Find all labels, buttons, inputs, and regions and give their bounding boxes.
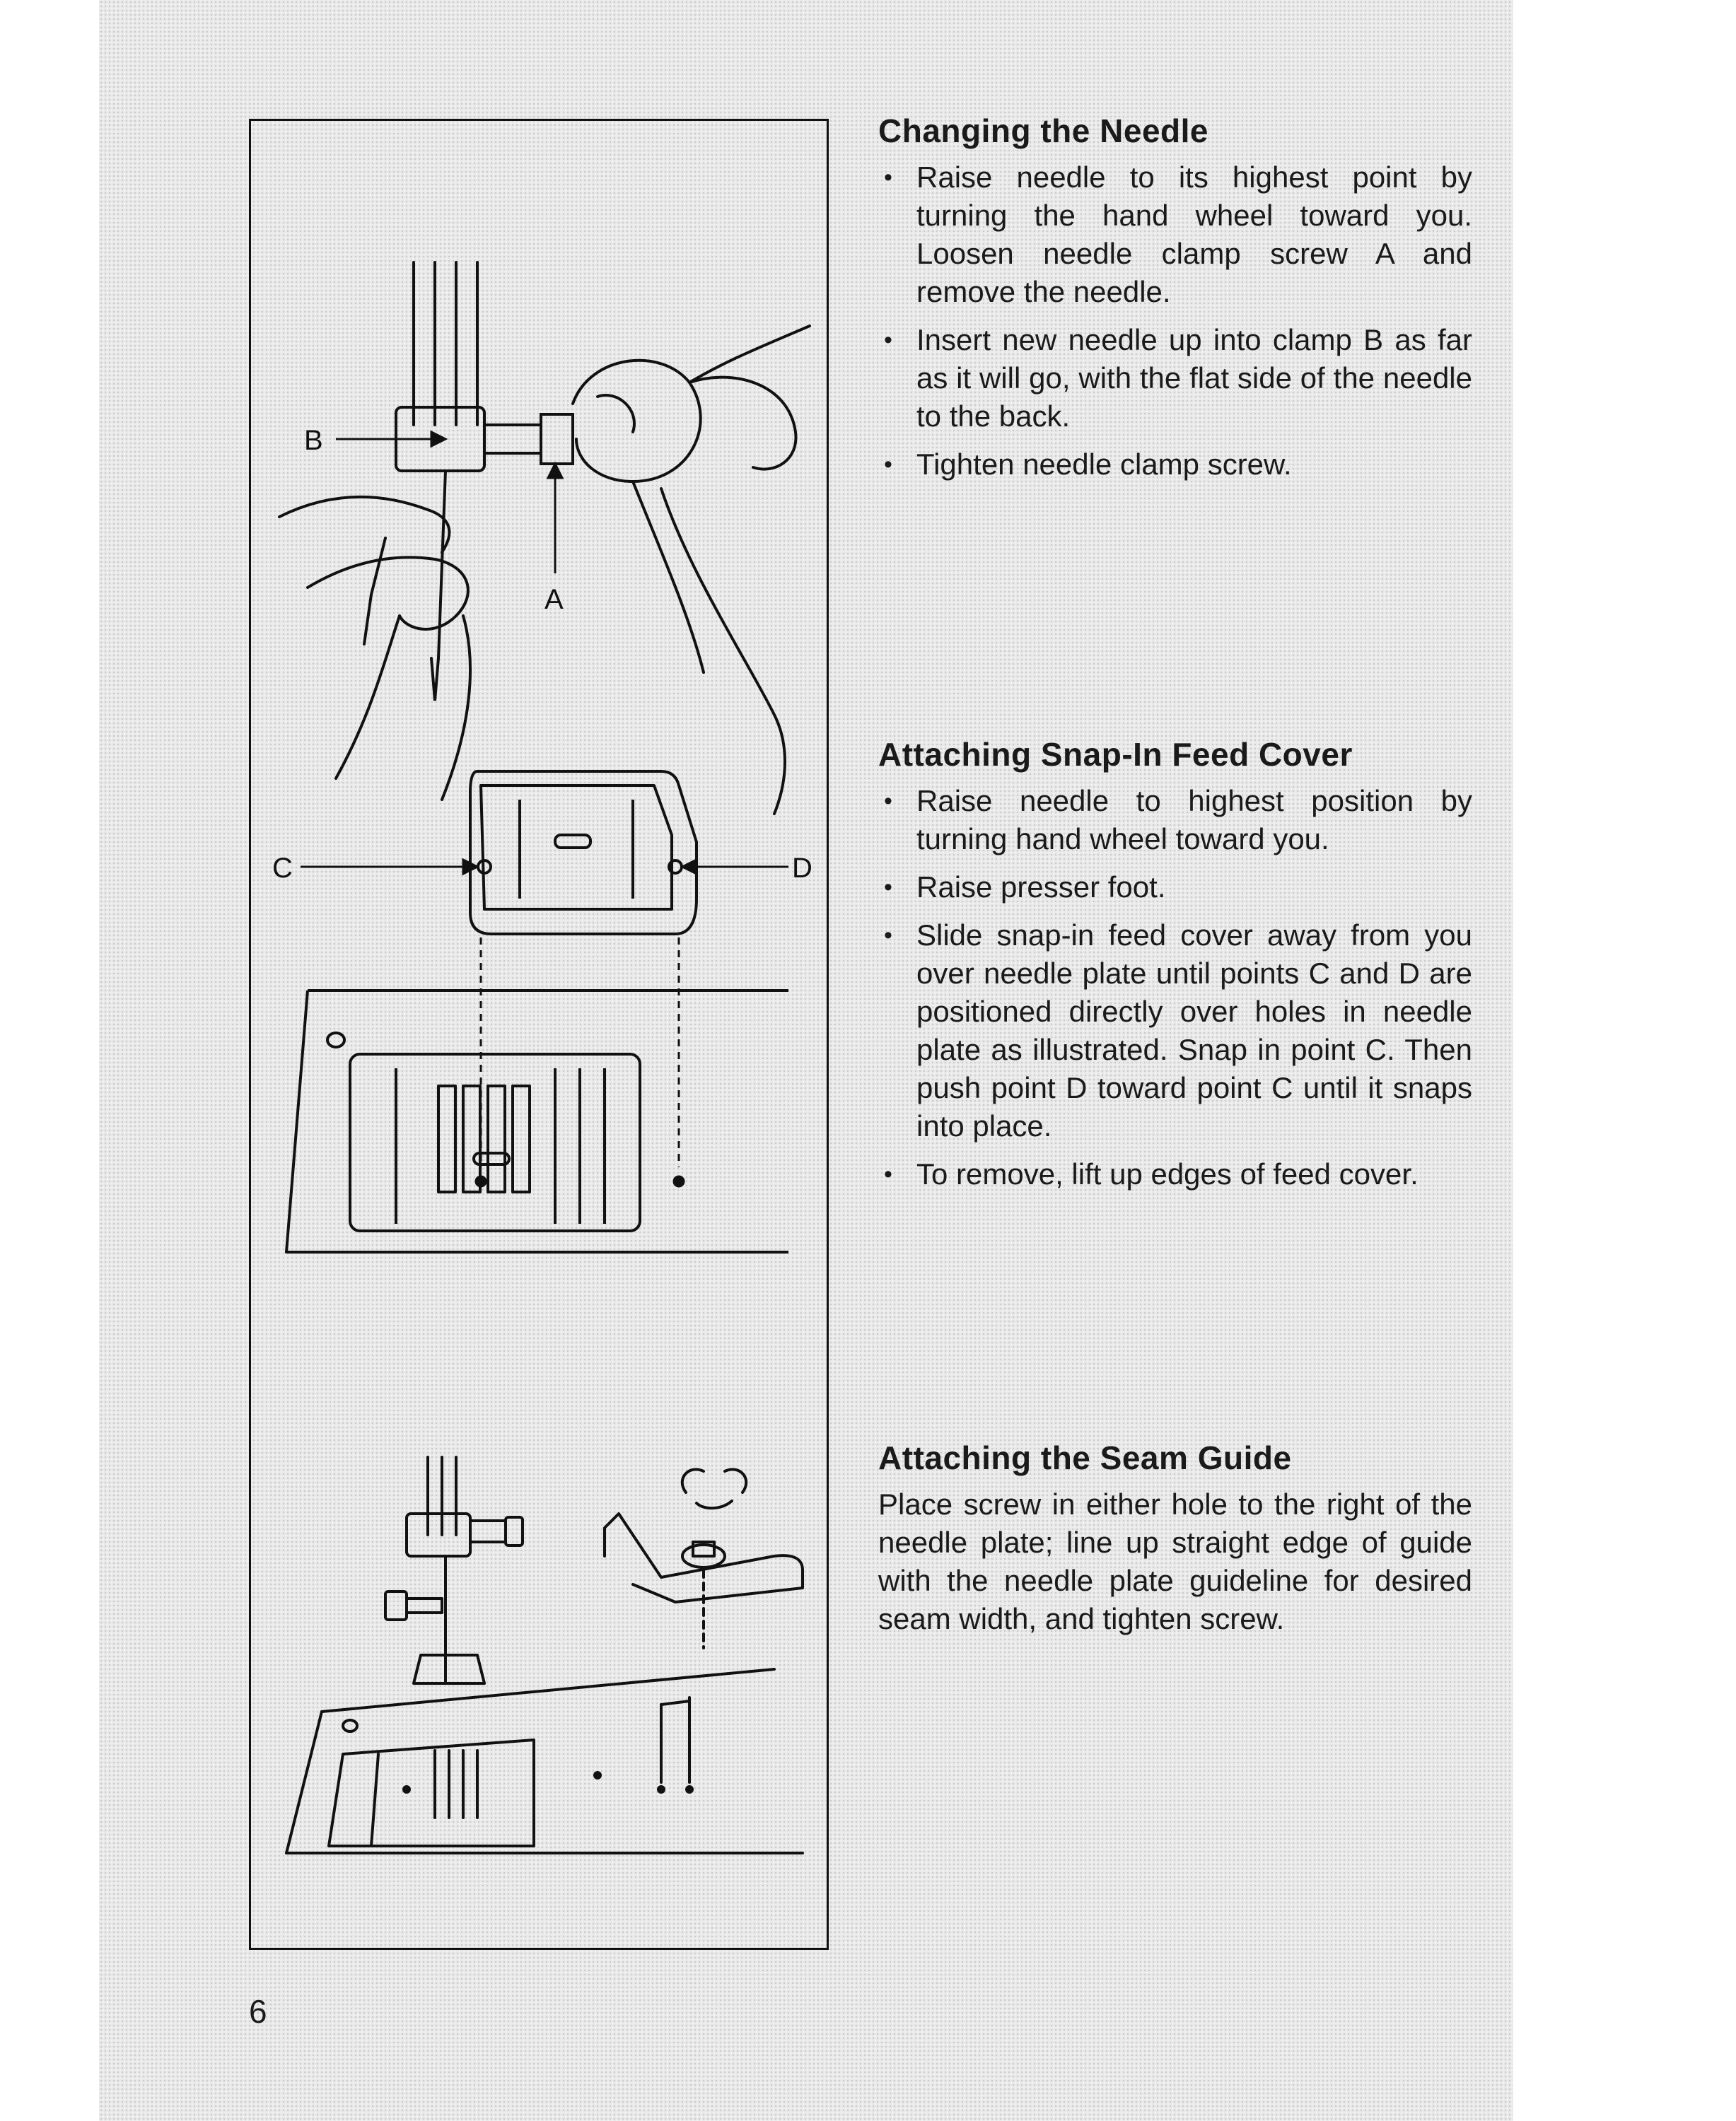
list-item-text: Insert new needle up into clamp B as far as it will go, with the flat side of the needle to the back. — [916, 323, 1472, 433]
section-title: Changing the Needle — [878, 112, 1208, 149]
list-item — [878, 445, 1472, 484]
section-seam-guide — [878, 1439, 1472, 1638]
list-item-text: Raise needle to its highest point by turning the hand wheel toward you. Loosen needle clamp screw A and remove the needle. — [916, 160, 1472, 308]
label-a: A — [544, 584, 564, 615]
bullet-icon: • — [884, 874, 892, 901]
section-title: Attaching the Seam Guide — [878, 1439, 1292, 1476]
needle-change-illustration — [265, 220, 817, 828]
list-item-text: Raise needle to highest position by turning hand wheel toward you. — [916, 784, 1472, 855]
bullet-icon: • — [884, 327, 892, 354]
seam-guide-drawing — [265, 1450, 817, 1874]
section-changing-needle — [878, 112, 1472, 493]
list-item — [878, 158, 1472, 311]
bullet-icon: • — [884, 922, 892, 949]
list-item-text: To remove, lift up edges of feed cover. — [916, 1157, 1418, 1191]
bullet-icon: • — [884, 451, 892, 478]
bullet-icon: • — [884, 1161, 892, 1188]
label-d: D — [792, 853, 812, 884]
bullet-list — [878, 158, 1472, 484]
label-b: B — [304, 425, 323, 456]
bullet-list — [878, 782, 1472, 1193]
feed-cover-drawing — [265, 757, 817, 1309]
bullet-icon: • — [884, 788, 892, 814]
bullet-icon: • — [884, 164, 892, 191]
page-number: 6 — [249, 1993, 267, 2030]
section-body: Place screw in either hole to the right of the needle plate; line up straight edge of guide with the needle plate guideline for desired seam width, and tighten screw. — [878, 1488, 1472, 1635]
seam-guide-illustration — [265, 1450, 817, 1874]
list-item — [878, 782, 1472, 858]
section-feed-cover — [878, 735, 1472, 1203]
list-item — [878, 321, 1472, 436]
label-c: C — [272, 853, 293, 884]
section-title: Attaching Snap-In Feed Cover — [878, 736, 1353, 773]
illustration-frame — [249, 119, 829, 1950]
list-item — [878, 916, 1472, 1145]
list-item — [878, 868, 1472, 906]
feed-cover-illustration — [265, 757, 817, 1309]
needle-change-drawing — [265, 220, 817, 828]
list-item-text: Raise presser foot. — [916, 870, 1166, 904]
list-item-text: Tighten needle clamp screw. — [916, 448, 1292, 481]
list-item-text: Slide snap-in feed cover away from you over needle plate until points C and D are positioned directly over holes in needle plate as illustrated. Snap in point C. Then push point D toward point C until it snaps into place. — [916, 918, 1472, 1143]
list-item — [878, 1155, 1472, 1193]
